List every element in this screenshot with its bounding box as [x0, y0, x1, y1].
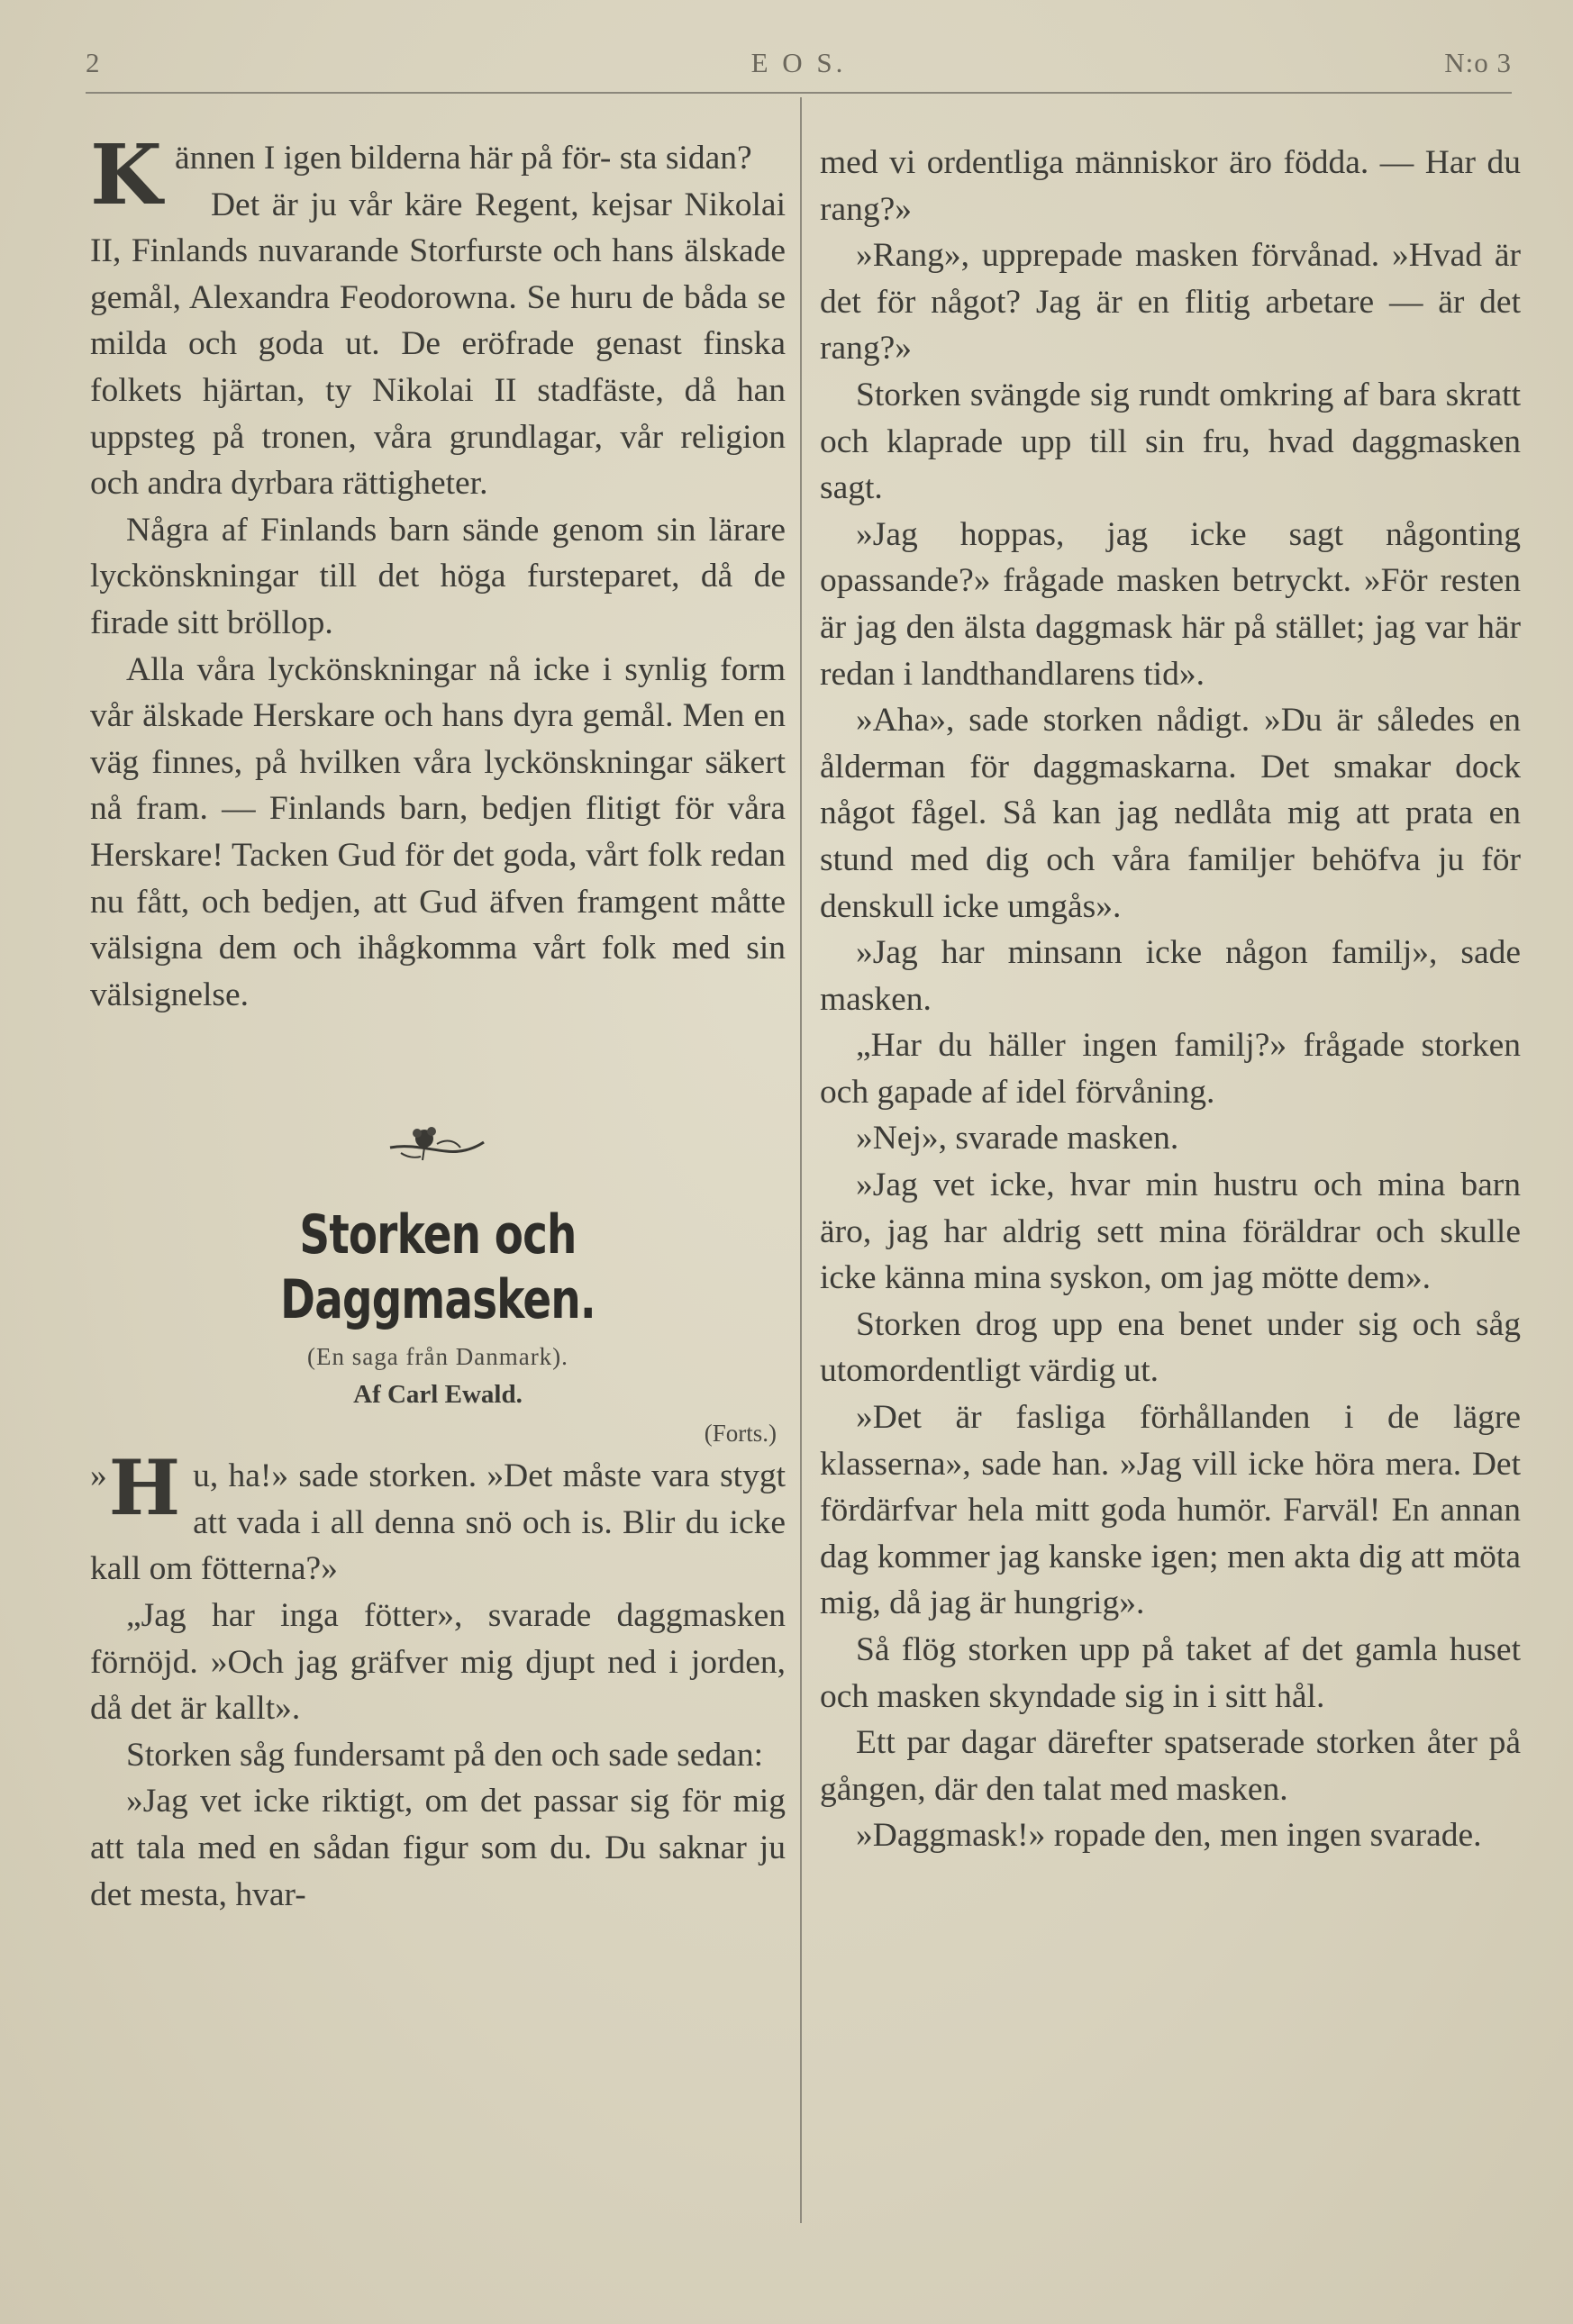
story-continued-label: (Forts.)	[704, 1420, 777, 1448]
page-number: 2	[86, 47, 101, 78]
story-paragraph: »Aha», sade storken nådigt. »Du är således en ålderman för daggmaskarna. Det smakar dock något fågel. Så kan jag nedlåta mig att prata en stund med dig och våra familjer behöfva ju för denskull icke umgås».	[820, 702, 1521, 925]
story-paragraph: »Nej», svarade masken.	[856, 1120, 1179, 1157]
article-paragraph: Det är ju vår käre Regent, kejsar Nikolai II, Finlands nuvarande Storfurste och hans älskade gemål, Alexandra Feodorowna. Se huru de båda se milda och goda ut. De eröfrade genast finska folkets hjärtan, ty Nikolai II stadfäste, då han uppsteg på tronen, våra grundlagar, vår religion och andra dyrbara rättigheter.	[90, 186, 786, 503]
left-column	[90, 126, 786, 1918]
dropcap-h: H	[108, 1443, 181, 1533]
story-paragraph: »Rang», upprepade masken förvånad. »Hvad är det för något? Jag är en flitig arbetare — är det rang?»	[820, 237, 1521, 368]
story-paragraph: »Jag har minsann icke någon familj», sade masken.	[820, 934, 1521, 1018]
story-opening-paragraph	[90, 1443, 786, 1593]
story-paragraph: Ett par dagar därefter spatserade storken åter på gången, där den talat med masken.	[820, 1724, 1521, 1808]
article-paragraph: Några af Finlands barn sände genom sin lärare lyckönskningar till det höga fursteparet, då de firade sitt bröllop.	[90, 511, 786, 641]
article-paragraph: Alla våra lyckönskningar nå icke i synlig form vår älskade Herskare och hans dyra gemål. Men en väg finnes, på hvilken våra lyckönskningar säkert nå fram. — Finlands barn, bedjen flitigt för våra Herskare! Tacken Gud för det goda, vårt folk redan nu fått, och bedjen, att Gud äfven framgent måtte välsigna dem och ihågkomma vårt folk med sin välsignelse.	[90, 650, 786, 1013]
intro-line-1: ännen I igen bilderna här på för-	[174, 140, 612, 177]
issue-number: N:o 3	[1444, 47, 1512, 78]
continuation-paragraph: med vi ordentliga människor äro födda. — Har du rang?»	[820, 144, 1521, 228]
story-author: Af Carl Ewald.	[353, 1380, 523, 1410]
story-paragraph: „Har du häller ingen familj?» frågade storken och gapade af idel förvåning.	[820, 1027, 1521, 1111]
story-paragraph: »Jag vet icke, hvar min hustru och mina barn äro, jag har aldrig sett mina föräldrar och skulle icke känna mina syskon, om jag mötte dem».	[820, 1167, 1521, 1297]
journal-title: E O S.	[750, 47, 847, 78]
story-paragraph: Så flög storken upp på taket af det gamla huset och masken skyndade sig in i sitt hål.	[820, 1631, 1521, 1715]
story-paragraph: Storken såg fundersamt på den och sade sedan:	[126, 1736, 764, 1774]
opening-quote: »	[90, 1457, 107, 1495]
ornament-block	[90, 1018, 786, 1203]
column-divider	[800, 97, 802, 2223]
story-paragraph: »Det är fasliga förhållanden i de lägre klasserna», sade han. »Jag vill icke höra mera. Det fördärfvar hela mitt goda humör. Farväl! En annan dag kommer jag kanske igen; men akta dig att möta mig, då jag är hungrig».	[820, 1399, 1521, 1622]
story-title: Storken och Daggmasken.	[280, 1203, 596, 1332]
story-paragraph: „Jag har inga fötter», svarade daggmasken förnöjd. »Och jag gräfver mig djupt ned i jorden, då det är kallt».	[90, 1597, 786, 1728]
story-paragraph: »Daggmask!» ropade den, men ingen svarade.	[856, 1817, 1482, 1855]
story-paragraph: Storken drog upp ena benet under sig och såg utomordentligt värdig ut.	[820, 1305, 1521, 1390]
header-rule	[86, 92, 1512, 94]
story-subtitle: (En saga från Danmark).	[307, 1343, 568, 1371]
dropcap-k: K	[90, 126, 162, 223]
flower-ornament-icon	[383, 1117, 491, 1171]
story-paragraph: »Jag vet icke riktigt, om det passar sig för mig att tala med en sådan figur som du. Du saknar ju det mesta, hvar-	[90, 1783, 786, 1913]
right-column	[820, 140, 1521, 1859]
story-paragraph: Storken svängde sig rundt omkring af bara skratt och klaprade upp till sin fru, hvad daggmasken sagt.	[820, 376, 1521, 507]
intro-line-2: sta sidan?	[619, 140, 752, 177]
opening-text: u, ha!» sade storken. »Det måste vara stygt att vada i all denna snö och is. Blir du icke kall om fötterna?»	[90, 1457, 786, 1588]
page-header	[86, 47, 1512, 86]
story-paragraph: »Jag hoppas, jag icke sagt någonting opassande?» frågade masken betryckt. »För resten är jag den älsta daggmask här på stället; jag var här redan i landthandlarens tid».	[820, 515, 1521, 693]
intro-paragraph	[90, 126, 786, 223]
